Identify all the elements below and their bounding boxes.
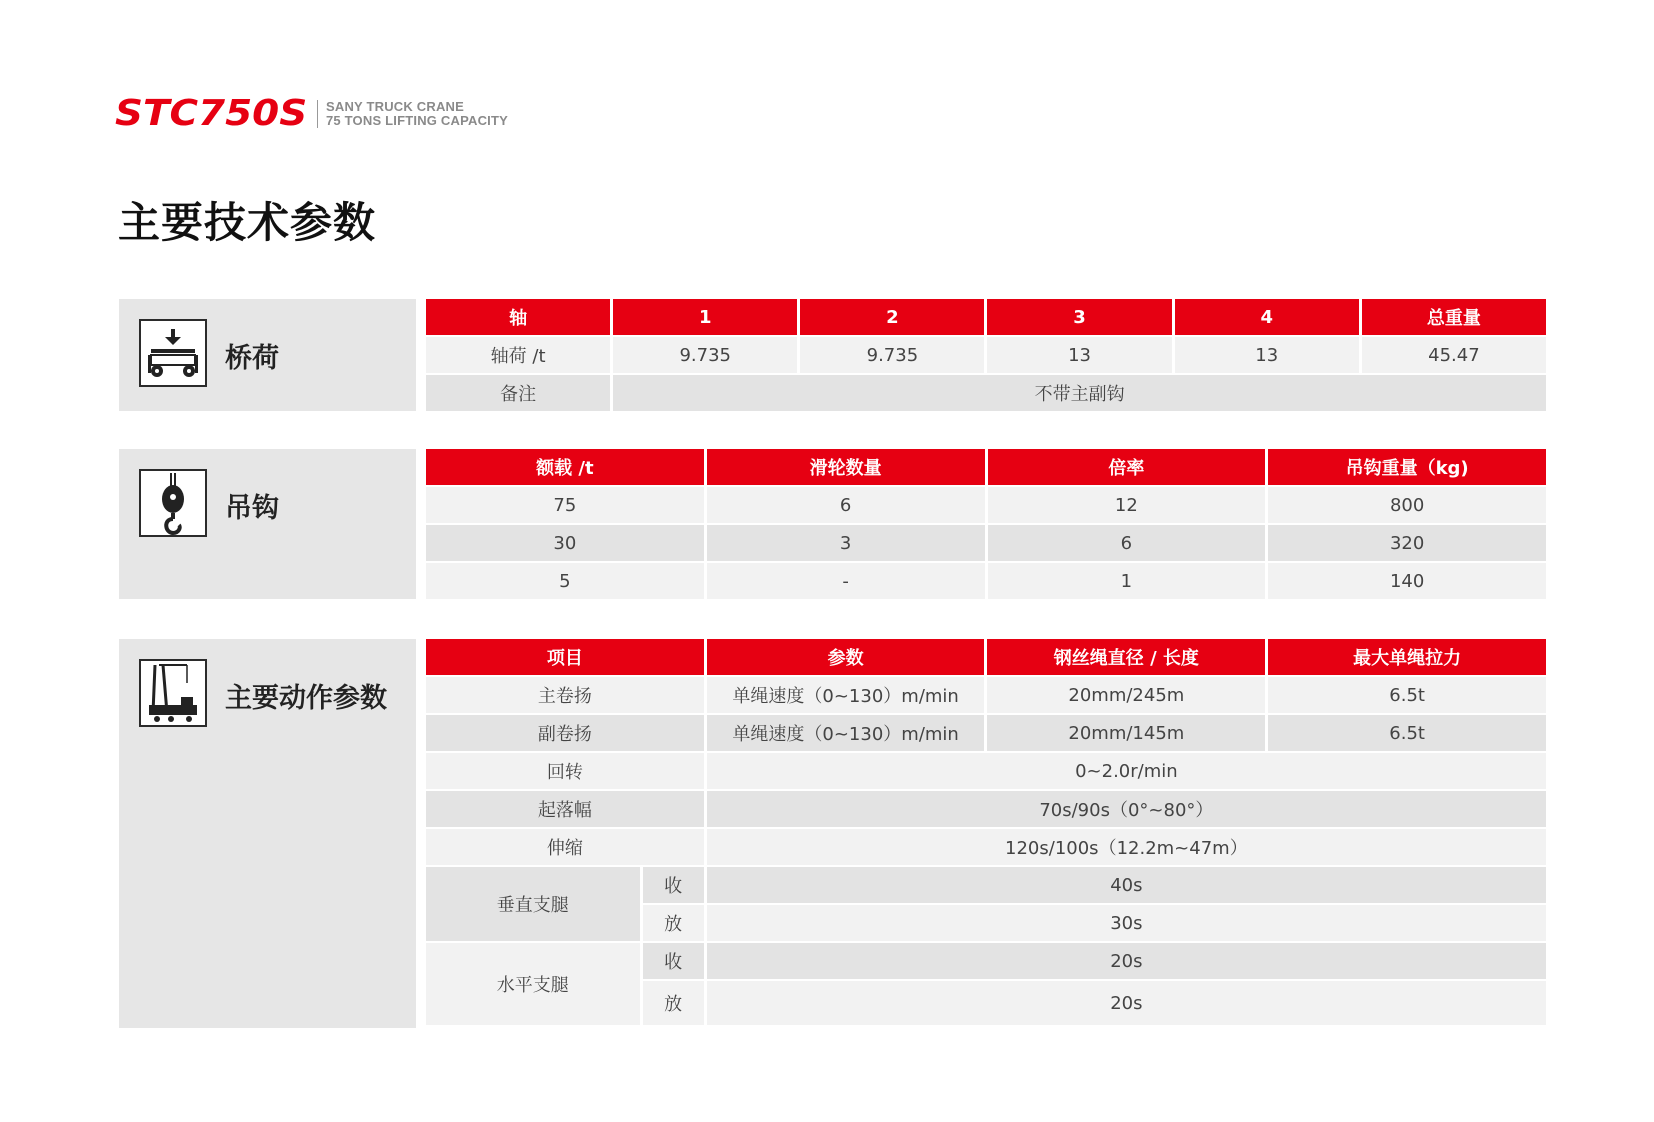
row-label: 起落幅 [426, 791, 704, 829]
table-cell: 75 [426, 487, 704, 525]
table-row [426, 525, 1546, 563]
header-cell: 钢丝绳直径 / 长度 [987, 639, 1265, 677]
table-row [426, 375, 1546, 413]
table-cell: 9.735 [613, 337, 797, 375]
operation-section [119, 639, 1543, 1028]
row-label: 副卷扬 [426, 715, 704, 753]
sub-label: 放 [643, 905, 704, 943]
table-row [426, 677, 1546, 715]
header-cell: 滑轮数量 [707, 449, 985, 487]
brand-subtitle-line2: 75 TONS LIFTING CAPACITY [325, 113, 508, 128]
header-cell: 项目 [426, 639, 704, 677]
brand-header [115, 93, 508, 134]
table-cell: 单绳速度（0~130）m/min [707, 677, 985, 715]
table-cell: 单绳速度（0~130）m/min [707, 715, 985, 753]
header-cell: 参数 [707, 639, 985, 677]
row-label: 伸缩 [426, 829, 704, 867]
table-cell: 6 [988, 525, 1266, 563]
row-label: 备注 [426, 375, 610, 413]
operation-table [423, 639, 1549, 1027]
header-cell: 4 [1175, 299, 1359, 337]
table-cell: 40s [707, 867, 1546, 905]
table-cell: 45.47 [1362, 337, 1546, 375]
axle-load-icon [139, 319, 207, 387]
header-cell: 轴 [426, 299, 610, 337]
sub-label: 收 [643, 943, 704, 981]
table-cell: 9.735 [800, 337, 984, 375]
table-cell: 320 [1268, 525, 1546, 563]
brand-subtitle [326, 100, 508, 128]
row-label: 垂直支腿 [426, 867, 640, 943]
table-cell: 3 [707, 525, 985, 563]
table-cell: 0~2.0r/min [707, 753, 1546, 791]
table-row [426, 791, 1546, 829]
hook-block-icon [139, 469, 207, 537]
table-header-row [426, 639, 1546, 677]
header-cell: 2 [800, 299, 984, 337]
table-header-row [426, 299, 1546, 337]
header-cell: 3 [987, 299, 1171, 337]
row-label: 轴荷 /t [426, 337, 610, 375]
hook-table [423, 449, 1549, 601]
table-row [426, 715, 1546, 753]
table-row [426, 753, 1546, 791]
header-cell: 最大单绳拉力 [1268, 639, 1546, 677]
sub-label: 收 [643, 867, 704, 905]
table-cell: 800 [1268, 487, 1546, 525]
axle-load-panel [119, 299, 416, 411]
table-cell: 1 [988, 563, 1266, 601]
axle-load-table [423, 299, 1549, 413]
crane-boom-icon [139, 659, 207, 727]
table-cell: 20s [707, 981, 1546, 1027]
table-cell: 6.5t [1268, 715, 1546, 753]
brand-divider [317, 100, 318, 128]
table-cell: 70s/90s（0°~80°） [707, 791, 1546, 829]
table-cell: 120s/100s（12.2m~47m） [707, 829, 1546, 867]
table-cell: 140 [1268, 563, 1546, 601]
table-row [426, 487, 1546, 525]
header-cell: 倍率 [988, 449, 1266, 487]
header-cell: 吊钩重量（kg) [1268, 449, 1546, 487]
table-cell: 30 [426, 525, 704, 563]
brand-subtitle-line1: SANY TRUCK CRANE [325, 99, 465, 114]
table-row [426, 563, 1546, 601]
model-name: STC750S [115, 93, 308, 134]
row-label: 水平支腿 [426, 943, 640, 1027]
table-header-row [426, 449, 1546, 487]
row-label: 主卷扬 [426, 677, 704, 715]
row-label: 回转 [426, 753, 704, 791]
table-cell: 20mm/245m [987, 677, 1265, 715]
table-row [426, 943, 1546, 981]
table-cell: - [707, 563, 985, 601]
table-cell: 13 [1175, 337, 1359, 375]
header-cell: 1 [613, 299, 797, 337]
table-cell: 30s [707, 905, 1546, 943]
header-cell: 额载 /t [426, 449, 704, 487]
table-cell: 20mm/145m [987, 715, 1265, 753]
operation-label: 主要动作参数 [225, 683, 387, 714]
table-cell: 5 [426, 563, 704, 601]
table-cell: 13 [987, 337, 1171, 375]
table-row [426, 867, 1546, 905]
hook-section [119, 449, 1543, 599]
table-cell: 不带主副钩 [613, 375, 1546, 413]
operation-panel [119, 639, 416, 1028]
hook-label: 吊钩 [225, 493, 279, 524]
hook-panel [119, 449, 416, 599]
table-row [426, 337, 1546, 375]
table-cell: 6 [707, 487, 985, 525]
axle-load-label: 桥荷 [225, 343, 279, 374]
page-title: 主要技术参数 [118, 198, 377, 247]
header-cell: 总重量 [1362, 299, 1546, 337]
table-cell: 12 [988, 487, 1266, 525]
sub-label: 放 [643, 981, 704, 1027]
table-row [426, 829, 1546, 867]
table-cell: 6.5t [1268, 677, 1546, 715]
axle-load-section [119, 299, 1543, 411]
table-cell: 20s [707, 943, 1546, 981]
